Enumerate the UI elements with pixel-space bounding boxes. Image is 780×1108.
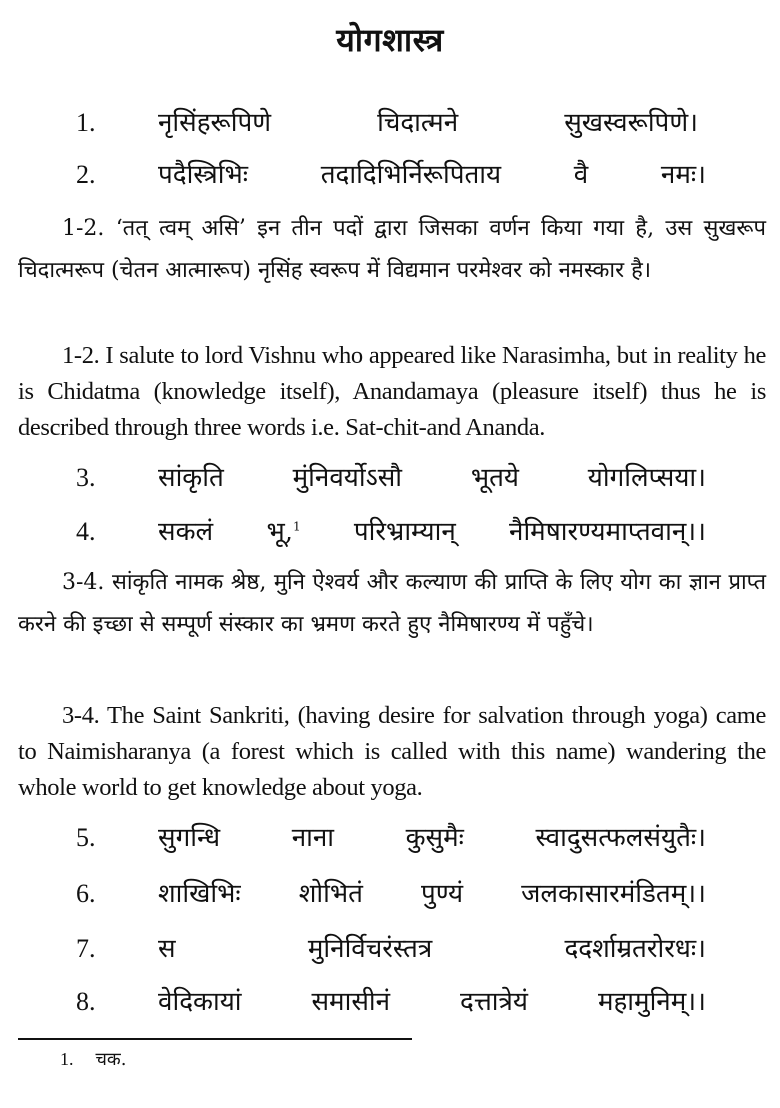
verse-number: 4. — [76, 517, 96, 546]
verse-word: पुण्यं — [420, 879, 464, 909]
verse-words — [158, 818, 706, 858]
verse-word: शाखिभिः — [158, 879, 241, 909]
verse-word: भूतये — [470, 463, 519, 493]
verse-word: नृसिंहरूपिणे — [158, 108, 272, 138]
verse-word: नमः। — [660, 160, 706, 190]
verse-words — [158, 155, 706, 195]
verse-words — [158, 512, 706, 552]
verse-word: सुगन्धि — [158, 823, 221, 853]
verse-number: 5. — [76, 823, 96, 852]
verse-word: स — [158, 934, 176, 964]
verse-line-6 — [76, 874, 706, 914]
verse-word: ददर्शाम्रतरोरधः। — [564, 934, 706, 964]
verse-word: कुसुमैः — [405, 823, 464, 853]
verse-line-7 — [76, 929, 706, 969]
verse-word: सुखस्वरूपिणे। — [564, 108, 698, 138]
verse-words — [158, 982, 706, 1022]
verse-line-1 — [76, 103, 706, 143]
verse-word: मुंनिवर्योऽसौ — [292, 463, 403, 493]
verse-words — [158, 929, 706, 969]
hindi-commentary-3-4: 3-4. सांकृति नामक श्रेष्ठ, मुनि ऐश्वर्य और कल्याण की प्राप्ति के लिए योग का ज्ञान प्राप्त करने की इच्छा से सम्पूर्ण संस्कार का भ्रमण करते हुए नैमिषारण्य में पहुँचे। — [18, 570, 766, 637]
verse-word: जलकासारमंडितम्।। — [521, 879, 706, 909]
footnote-reference: 1 — [293, 519, 301, 534]
footnote-number: 1. — [60, 1049, 74, 1069]
verse-word: पदैस्त्रिभिः — [158, 160, 249, 190]
verse-number: 7. — [76, 934, 96, 963]
verse-words — [158, 458, 706, 498]
verse-word: योगलिप्सया। — [587, 463, 706, 493]
verse-number: 8. — [76, 987, 96, 1016]
verse-word: शोभितं — [298, 879, 363, 909]
verse-word-with-footnote — [266, 512, 300, 552]
verse-word: महामुनिम्।। — [597, 987, 706, 1017]
verse-line-2 — [76, 155, 706, 195]
verse-word: मुनिर्विचरंस्तत्र — [307, 934, 433, 964]
verse-word: दत्तात्रेयं — [460, 987, 528, 1017]
verse-line-5 — [76, 818, 706, 858]
verse-number: 1. — [76, 108, 96, 137]
verse-line-8 — [76, 982, 706, 1022]
verse-word: चिदात्मने — [377, 108, 459, 138]
verse-words — [158, 103, 698, 143]
verse-number: 2. — [76, 160, 96, 189]
verse-word: नाना — [291, 823, 335, 853]
hindi-commentary-1-2: 1-2. ‘तत् त्वम् असि’ इन तीन पदों द्वारा जिसका वर्णन किया गया है, उस सुखरूप चिदात्मरूप (चेतन आत्मारूप) नृसिंह स्वरूप में विद्यमान परमेश्वर को नमस्कार है। — [18, 216, 766, 283]
english-translation-1-2: 1-2. I salute to lord Vishnu who appeared like Narasimha, but in reality he is Chidatma (knowledge itself), Anandamaya (pleasure itself) thus he is described through three words i.e. Sat-chit-and Ananda. — [18, 342, 766, 441]
verse-words — [158, 874, 706, 914]
verse-word: भू, — [266, 517, 293, 547]
verse-word: नैमिषारण्यमाप्तवान्।। — [509, 517, 706, 547]
verse-line-3 — [76, 458, 706, 498]
verse-word: सांकृति — [158, 463, 224, 493]
verse-number: 6. — [76, 879, 96, 908]
footnote-divider — [18, 1038, 412, 1040]
verse-word: स्वादुसत्फलसंयुतैः। — [535, 823, 706, 853]
verse-word: तदादिभिर्निरूपिताय — [320, 160, 502, 190]
footnote-text: चक. — [95, 1049, 127, 1070]
footnote — [60, 1046, 126, 1073]
verse-line-4 — [76, 512, 706, 552]
verse-word: वै — [573, 160, 589, 190]
verse-word: वेदिकायां — [158, 987, 242, 1017]
verse-word: समासीनं — [311, 987, 391, 1017]
verse-word: परिभ्राम्यान् — [353, 517, 456, 547]
verse-word: सकलं — [158, 517, 214, 547]
page-title: योगशास्त्र — [336, 21, 444, 59]
verse-number: 3. — [76, 463, 96, 492]
english-translation-3-4: 3-4. The Saint Sankriti, (having desire for salvation through yoga) came to Naimisharanya (a forest which is called with this name) wandering the whole world to get knowledge about yoga. — [18, 702, 766, 801]
